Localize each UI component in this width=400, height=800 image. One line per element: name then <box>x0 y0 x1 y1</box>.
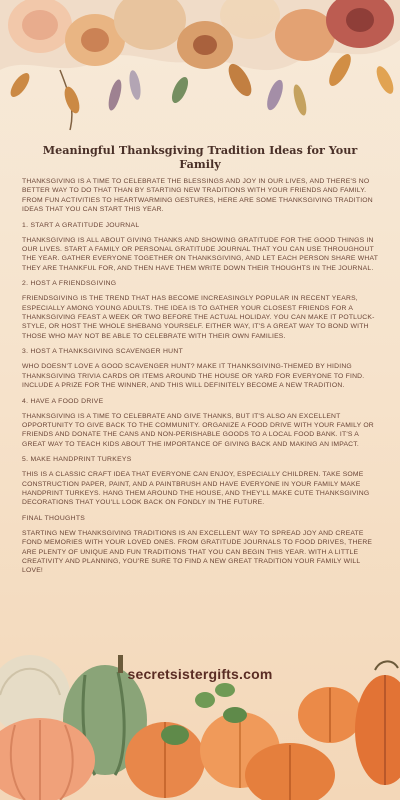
section-heading-gratitude-journal: 1. START A GRATITUDE JOURNAL <box>22 221 140 229</box>
section-heading-food-drive: 4. HAVE A FOOD DRIVE <box>22 397 104 405</box>
section-heading-friendsgiving: 2. HOST A FRIENDSGIVING <box>22 280 117 288</box>
section-body-scavenger-hunt: WHO DOESN'T LOVE A GOOD SCAVENGER HUNT? MAKE IT THANKSGIVING-THEMED BY HIDING THANKSGIVING TRIVIA CARDS OR ITEMS AROUND THE HOUSE OR YARD FOR EVERYONE TO FIND. INCLUDE A PRIZE FOR THE WINNER, AND THIS WILL DEFINITELY BECOME A NEW TRADITION. <box>22 363 365 390</box>
article <box>0 143 400 582</box>
section-body-friendsgiving: FRIENDSGIVING IS THE TREND THAT HAS BECOME INCREASINGLY POPULAR IN RECENT YEARS, ESPECIALLY AMONG YOUNG ADULTS. THE IDEA IS TO GATHER YOUR CLOSEST FRIENDS FOR A THANKSGIVING FEAST A WEEK OR TWO BEFORE THE ACTUAL HOLIDAY. YOU CAN MAKE IT POTLUCK-STYLE, OR HOST THE WHOLE SHEBANG YOURSELF. EITHER WAY, IT'S A GREAT WAY TO BOND WITH THOSE WHO MAY NOT BE ABLE TO CELEBRATE WITH THEIR OWN FAMILIES. <box>22 295 375 340</box>
website-url: secretsistergifts.com <box>127 666 273 682</box>
section-heading-final-thoughts: FINAL THOUGHTS <box>22 514 86 522</box>
intro-paragraph: THANKSGIVING IS A TIME TO CELEBRATE THE BLESSINGS AND JOY IN OUR LIVES, AND THERE'S NO BETTER WAY TO DO THAT THAN BY STARTING NEW TRADITIONS WITH YOUR FRIENDS AND FAMILY. FROM FUN ACTIVITIES TO HEARTWARMING GESTURES, HERE ARE SOME THANKSGIVING TRADITION IDEAS THAT YOU CAN START THIS YEAR. <box>22 178 373 214</box>
section-body-handprint-turkeys: THIS IS A CLASSIC CRAFT IDEA THAT EVERYONE CAN ENJOY, ESPECIALLY CHILDREN. TAKE SOME CONSTRUCTION PAPER, PAINT, AND A PAINTBRUSH AND HAVE EVERYONE IN YOUR FAMILY MAKE HANDPRINT TURKEYS. HANG THEM AROUND THE HOUSE, AND THEY'LL MAKE CUTE THANKSGIVING DECORATIONS THAT YOU'LL LOOK BACK ON FONDLY IN THE FUTURE. <box>22 471 370 507</box>
section-body-gratitude-journal: THANKSGIVING IS ALL ABOUT GIVING THANKS AND SHOWING GRATITUDE FOR THE GOOD THINGS IN OUR LIVES. START A FAMILY OR PERSONAL GRATITUDE JOURNAL THAT YOU CAN USE THROUGHOUT THE YEAR. GATHER EVERYONE TOGETHER ON THANKSGIVING, AND LET EACH PERSON SHARE WHAT THEY ARE THANKFUL FOR, AND THEN HAVE THEM WRITE DOWN THEIR THOUGHTS IN THE JOURNAL. <box>22 236 378 272</box>
floral-garland-illustration <box>0 0 400 150</box>
section-heading-scavenger-hunt: 3. HOST A THANKSGIVING SCAVENGER HUNT <box>22 348 184 356</box>
section-body-food-drive: THANKSGIVING IS A TIME TO CELEBRATE AND GIVE THANKS, BUT IT'S ALSO AN EXCELLENT OPPORTUNITY TO GIVE BACK TO THE COMMUNITY. ORGANIZE A FOOD DRIVE WITH YOUR FAMILY OR FRIENDS AND DONATE THE CANS AND NON-PERISHABLE GOODS TO A LOCAL FOOD BANK. IT'S A GREAT WAY TO TEACH KIDS ABOUT THE IMPORTANCE OF GIVING BACK AND MAKING AN IMPACT. <box>22 412 374 448</box>
page-title: Meaningful Thanksgiving Tradition Ideas for Your Family <box>42 143 358 171</box>
section-heading-handprint-turkeys: 5. MAKE HANDPRINT TURKEYS <box>22 456 132 464</box>
section-body-final-thoughts: STARTING NEW THANKSGIVING TRADITIONS IS AN EXCELLENT WAY TO SPREAD JOY AND CREATE FOND MEMORIES WITH YOUR LOVED ONES. FROM GRATITUDE JOURNALS TO FOOD DRIVES, THERE ARE PLENTY OF UNIQUE AND FUN TRADITIONS THAT YOU CAN BEGIN THIS YEAR. WITH A LITTLE CREATIVITY AND PLANNING, YOU'RE SURE TO FIND A NEW GREAT TRADITION YOUR FAMILY WILL LOVE! <box>22 529 373 575</box>
